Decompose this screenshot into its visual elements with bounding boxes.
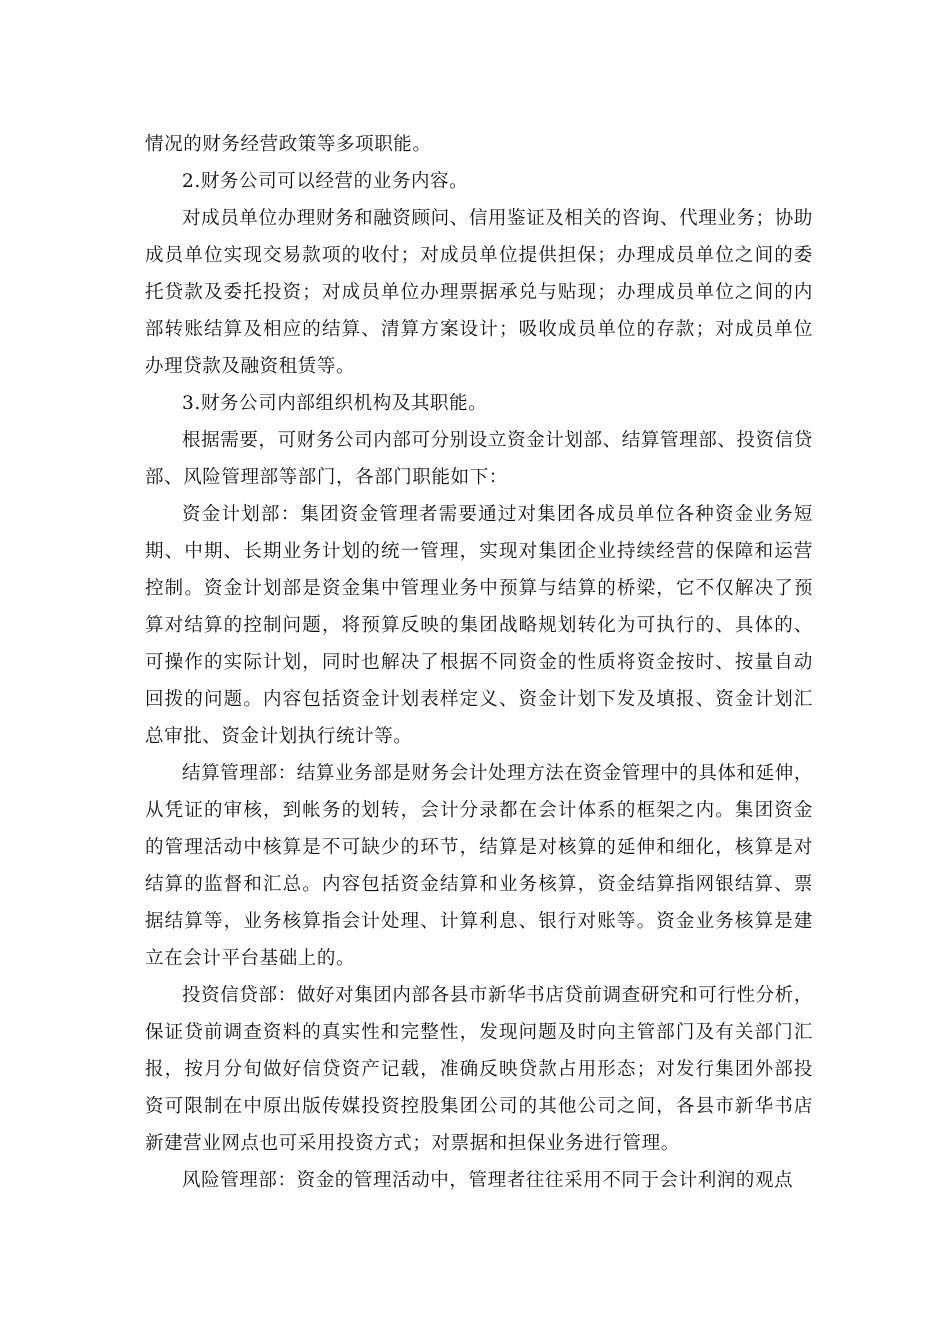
paragraph: 风险管理部：资金的管理活动中，管理者往往采用不同于会计利润的观点 xyxy=(182,1170,794,1191)
document-body xyxy=(145,126,813,1199)
paragraph: 投资信贷部：做好对集团内部各县市新华书店贷前调查研究和可行性分析，保证贷前调查资料的真实性和完整性，发现问题及时向主管部门及有关部门汇报，按月分旬做好信贷资产记载，准确反映贷款占用形态；对发行集团外部投资可限制在中原出版传媒投资控股集团公司的其他公司之间，各县市新华书店新建营业网点也可采用投资方式；对票据和担保业务进行管理。 xyxy=(145,985,813,1154)
paragraph: 根据需要，可财务公司内部可分别设立资金计划部、结算管理部、投资信贷部、风险管理部等部门，各部门职能如下： xyxy=(145,430,813,488)
paragraph: 结算管理部：结算业务部是财务会计处理方法在资金管理中的具体和延伸，从凭证的审核，到帐务的划转，会计分录都在会计体系的框架之内。集团资金的管理活动中核算是不可缺少的环节，结算是对核算的延伸和细化，核算是对结算的监督和汇总。内容包括资金结算和业务核算，资金结算指网银结算、票据结算等，业务核算指会计处理、计算利息、银行对账等。资金业务核算是建立在会计平台基础上的。 xyxy=(145,763,813,969)
paragraph: 2.财务公司可以经营的业务内容。 xyxy=(182,171,469,192)
paragraph: 对成员单位办理财务和融资顾问、信用鉴证及相关的咨询、代理业务；协助成员单位实现交易款项的收付；对成员单位提供担保；办理成员单位之间的委托贷款及委托投资；对成员单位办理票据承兑与贴现；办理成员单位之间的内部转账结算及相应的结算、清算方案设计；吸收成员单位的存款；对成员单位办理贷款及融资租赁等。 xyxy=(145,208,813,377)
paragraph: 3.财务公司内部组织机构及其职能。 xyxy=(182,393,488,414)
paragraph: 情况的财务经营政策等多项职能。 xyxy=(145,134,432,155)
paragraph: 资金计划部：集团资金管理者需要通过对集团各成员单位各种资金业务短期、中期、长期业务计划的统一管理，实现对集团企业持续经营的保障和运营控制。资金计划部是资金集中管理业务中预算与结算的桥梁，它不仅解决了预算对结算的控制问题，将预算反映的集团战略规划转化为可执行的、具体的、可操作的实际计划，同时也解决了根据不同资金的性质将资金按时、按量自动回拨的问题。内容包括资金计划表样定义、资金计划下发及填报、资金计划汇总审批、资金计划执行统计等。 xyxy=(145,504,813,747)
